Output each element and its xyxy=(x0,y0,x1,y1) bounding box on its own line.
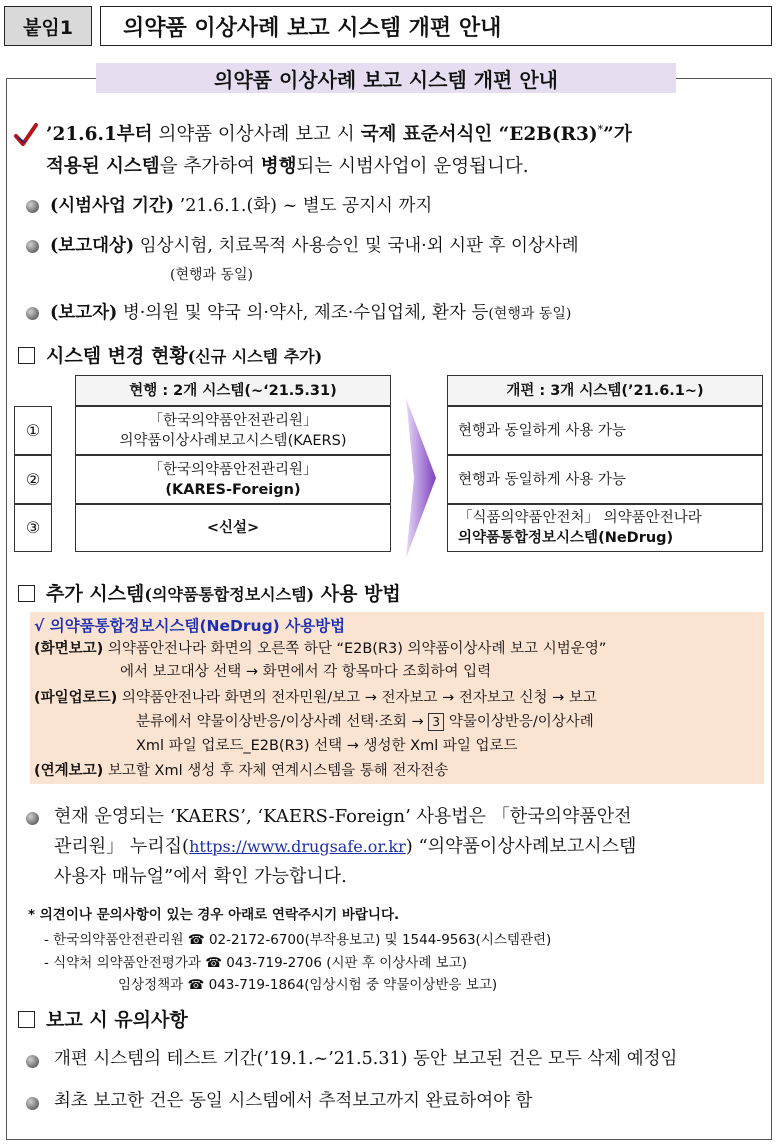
section-caution-title: 보고 시 유의사항 xyxy=(46,1009,188,1031)
link-report-text: 보고할 Xml 생성 후 자체 연계시스템을 통해 전자전송 xyxy=(103,763,449,779)
current-header: 현행 : 2개 시스템(~‘21.5.31) xyxy=(75,375,391,406)
section-checkbox-icon xyxy=(18,585,35,602)
file-upload-text-2a: 분류에서 약물이상반응/이상사례 선택·조회 → xyxy=(136,714,429,730)
contact-intro: * 의견이나 문의사항이 있는 경우 아래로 연락주시기 바랍니다. xyxy=(28,907,400,923)
current-cell-1-org: 「한국의약품안전관리원」 xyxy=(148,412,318,429)
contact-line-2: - 식약처 의약품안전평가과 ☎ 043-719-2706 (시판 후 이상사례 보고) xyxy=(44,955,468,971)
intro-system: 적용된 시스템 xyxy=(46,156,160,178)
section-change-title-text: 시스템 변경 현황 xyxy=(46,345,188,367)
new-cell-2: 현행과 동일하게 사용 가능 xyxy=(447,455,763,504)
target-item xyxy=(50,232,579,257)
section-change-title xyxy=(46,341,322,368)
row-number: ③ xyxy=(14,504,52,552)
reporter-label: (보고자) xyxy=(50,303,118,323)
check-icon xyxy=(14,122,38,148)
reporter-text: 병·의원 및 약국 의·약사, 제조·수입업체, 환자 등 xyxy=(117,303,489,323)
file-upload-row xyxy=(34,687,597,710)
boxed-number-icon: 3 xyxy=(428,713,444,731)
new-cell-3-system: 의약품통합정보시스템(NeDrug) xyxy=(458,530,674,546)
section-checkbox-icon xyxy=(18,347,35,364)
section-usage-title-a: 추가 시스템 xyxy=(46,583,145,605)
current-cell-1 xyxy=(75,406,391,455)
file-upload-text-2b: 약물이상반응/이상사례 xyxy=(444,714,594,730)
file-upload-label: (파일업로드) xyxy=(34,690,118,706)
current-cell-1-system: 의약품이상사례보고시스템(KAERS) xyxy=(119,432,347,449)
file-upload-row-3: Xml 파일 업로드_E2B(R3) 선택 → 생성한 Xml 파일 업로드 xyxy=(136,738,518,754)
file-upload-text-1: 의약품안전나라 화면의 전자민원/보고 → 전자보고 → 전자보고 신청 → 보고 xyxy=(117,690,597,706)
current-cell-2-org: 「한국의약품안전관리원」 xyxy=(148,461,318,478)
bullet-icon xyxy=(26,1055,39,1068)
drugsafe-link[interactable]: https://www.drugsafe.or.kr xyxy=(189,837,406,856)
reporter-item xyxy=(50,299,571,324)
manual-note-line2a: 관리원」 누리집( xyxy=(54,836,190,857)
manual-note-line3: 사용자 매뉴얼”에서 확인 가능합니다. xyxy=(54,866,347,887)
bullet-icon xyxy=(26,200,39,213)
bullet-icon xyxy=(26,240,39,253)
row-number: ② xyxy=(14,455,52,504)
banner-title: 의약품 이상사례 보고 시스템 개편 안내 xyxy=(96,63,676,93)
caution-item-1: 개편 시스템의 테스트 기간(’19.1.~’21.5.31) 동안 보고된 건은 모두 삭제 예정임 xyxy=(54,1049,678,1069)
intro-date: ’21.6.1부터 xyxy=(46,124,153,146)
new-header: 개편 : 3개 시스템(’21.6.1~) xyxy=(447,375,763,406)
manual-note xyxy=(54,802,636,892)
period-item xyxy=(50,192,432,217)
period-label: (시범사업 기간) xyxy=(50,196,175,216)
current-cell-2 xyxy=(75,455,391,504)
target-note: (현행과 동일) xyxy=(170,267,253,283)
intro-text: 의약품 이상사례 보고 시 xyxy=(152,124,361,146)
intro-ga: ”가 xyxy=(603,124,632,146)
section-usage-title-c: 사용 방법 xyxy=(314,583,401,605)
intro-footnote-mark: * xyxy=(597,123,604,136)
bullet-icon xyxy=(26,812,39,825)
screen-report-text-1: 의약품안전나라 화면의 오른쪽 하단 “E2B(R3) 의약품이상사례 보고 시범운영” xyxy=(103,641,607,657)
target-label: (보고대상) xyxy=(50,236,135,256)
new-cell-3 xyxy=(447,504,763,552)
current-cell-2-system: (KARES-Foreign) xyxy=(165,481,301,498)
caution-item-2: 최초 보고한 건은 동일 시스템에서 추적보고까지 완료하여야 함 xyxy=(54,1091,533,1111)
period-text: ’21.6.1.(화) ~ 별도 공지시 까지 xyxy=(174,196,433,216)
contact-line-1: - 한국의약품안전관리원 ☎ 02-2172-6700(부작용보고) 및 1544-9563(시스템관련) xyxy=(44,932,552,948)
section-checkbox-icon xyxy=(18,1011,35,1028)
current-cell-3: <신설> xyxy=(75,504,391,552)
intro-paragraph xyxy=(46,114,768,183)
intro-text-2: 을 추가하여 xyxy=(159,156,261,178)
intro-text-3: 되는 시범사업이 운영됩니다. xyxy=(296,156,529,178)
screen-report-label: (화면보고) xyxy=(34,641,104,657)
row-number: ① xyxy=(14,406,52,455)
link-report-label: (연계보고) xyxy=(34,763,104,779)
bullet-icon xyxy=(26,1097,39,1110)
section-usage-title xyxy=(46,579,401,606)
reporter-note: (현행과 동일) xyxy=(488,306,572,322)
intro-standard: 국제 표준서식인 “E2B(R3) xyxy=(360,124,598,146)
screen-report-row xyxy=(34,638,606,661)
new-cell-1: 현행과 동일하게 사용 가능 xyxy=(447,406,763,455)
right-arrow-icon xyxy=(404,398,438,558)
new-cell-3-org: 「식품의약품안전처」 의약품안전나라 xyxy=(458,510,702,526)
intro-parallel: 병행 xyxy=(260,156,297,178)
usage-box-title: √ 의약품통합정보시스템(NeDrug) 사용방법 xyxy=(34,617,346,635)
file-upload-row-2 xyxy=(136,711,594,734)
target-text: 임상시험, 치료목적 사용승인 및 국내·외 시판 후 이상사례 xyxy=(134,236,579,256)
section-usage-title-b: (의약품통합정보시스템) xyxy=(144,585,315,604)
page-title: 의약품 이상사례 보고 시스템 개편 안내 xyxy=(100,6,772,46)
manual-note-line1: 현재 운영되는 ‘KAERS’, ‘KAERS-Foreign’ 사용법은 「한국의약품안전 xyxy=(54,806,632,827)
screen-report-row-2: 에서 보고대상 선택 → 화면에서 각 항목마다 조회하여 입력 xyxy=(120,664,492,680)
manual-note-line2b: ) “의약품이상사례보고시스템 xyxy=(405,836,637,857)
contact-line-3: 임상정책과 ☎ 043-719-1864(임상시험 중 약물이상반응 보고) xyxy=(118,977,498,993)
attachment-label: 붙임1 xyxy=(4,6,92,46)
section-change-subtitle: (신규 시스템 추가) xyxy=(187,347,323,366)
bullet-icon xyxy=(26,307,39,320)
link-report-row xyxy=(34,760,448,783)
